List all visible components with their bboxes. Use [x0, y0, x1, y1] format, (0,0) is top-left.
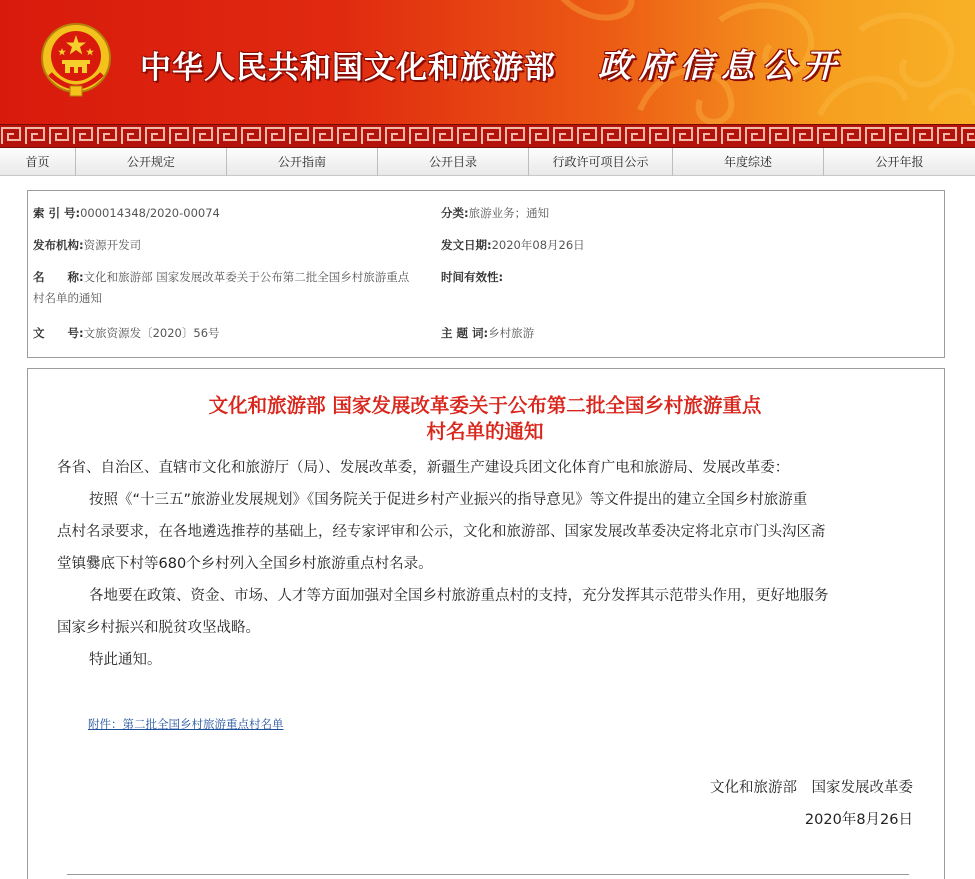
meta-category-value: 旅游业务；通知 [468, 206, 550, 220]
meta-name-value-line1: 文化和旅游部 国家发展改革委关于公布第二批全国乡村旅游重点 [83, 270, 410, 284]
meta-name-value-line2: 村名单的通知 [33, 291, 102, 305]
meta-index [33, 203, 220, 224]
meta-index-label: 索 引 号: [33, 206, 81, 220]
nav-item-regulations[interactable]: 公开规定 [76, 148, 227, 176]
meta-validity [441, 267, 503, 288]
document-title-line2: 村名单的通知 [426, 420, 544, 443]
paragraph-1-line1: 按照《“十三五”旅游业发展规划》《国务院关于促进乡村产业振兴的指导意见》等文件提出的建立全国乡村旅游重 [89, 492, 808, 508]
nav-item-licensing[interactable]: 行政许可项目公示 [529, 148, 673, 176]
meta-date-label: 发文日期: [441, 238, 492, 252]
meta-name-label: 名 称: [33, 270, 84, 284]
meta-date-value: 2020年08月26日 [491, 238, 585, 252]
meta-category-label: 分类: [441, 206, 469, 220]
paragraph-2-line1: 各地要在政策、资金、市场、人才等方面加强对全国乡村旅游重点村的支持，充分发挥其示范带头作用，更好地服务 [89, 588, 829, 604]
paragraph-1-line2: 点村名录要求，在各地遴选推荐的基础上，经专家评审和公示，文化和旅游部、国家发展改革委决定将北京市门头沟区斋 [57, 524, 826, 540]
section-title: 政府信息公开 [598, 46, 844, 85]
document-title [60, 393, 910, 445]
national-emblem-icon [40, 22, 112, 98]
fret-border [0, 124, 975, 148]
meta-index-value: 000014348/2020-00074 [80, 206, 220, 220]
nav-item-home[interactable]: 首页 [0, 148, 76, 176]
salutation: 各省、自治区、直辖市文化和旅游厅（局）、发展改革委，新疆生产建设兵团文化体育广电和旅游局、发展改革委： [57, 460, 790, 476]
meta-keywords-label: 主 题 词: [441, 326, 489, 340]
paragraph-1-line3: 堂镇爨底下村等680个乡村列入全国乡村旅游重点村名录。 [57, 556, 433, 572]
meta-category [441, 203, 549, 224]
meta-keywords [441, 323, 534, 344]
nav-item-annual-summary[interactable]: 年度综述 [673, 148, 824, 176]
paragraph-2-line2: 国家乡村振兴和脱贫攻坚战略。 [57, 620, 260, 636]
meta-docno [33, 323, 220, 344]
meta-docno-value: 文旅资源发〔2020〕56号 [83, 326, 220, 340]
site-title: 中华人民共和国文化和旅游部 [140, 50, 556, 86]
divider [67, 874, 909, 875]
meta-name [33, 267, 433, 309]
meta-issuer [33, 235, 141, 256]
closing-text: 特此通知。 [89, 652, 162, 668]
signer: 文化和旅游部 国家发展改革委 [710, 780, 913, 796]
meta-issuer-value: 资源开发司 [83, 238, 142, 252]
meta-keywords-value: 乡村旅游 [488, 326, 535, 340]
document-date: 2020年8月26日 [804, 812, 913, 828]
main-nav [0, 148, 975, 176]
attachment-link[interactable]: 附件：第二批全国乡村旅游重点村名单 [88, 717, 284, 731]
fret-pattern-icon [0, 124, 975, 148]
nav-item-catalog[interactable]: 公开目录 [378, 148, 529, 176]
meta-issuer-label: 发布机构: [33, 238, 84, 252]
meta-validity-label: 时间有效性: [441, 270, 504, 284]
header-banner [0, 0, 975, 124]
nav-item-guide[interactable]: 公开指南 [227, 148, 378, 176]
meta-date [441, 235, 585, 256]
document-title-line1: 文化和旅游部 国家发展改革委关于公布第二批全国乡村旅游重点 [208, 394, 762, 417]
nav-item-annual-report[interactable]: 公开年报 [875, 155, 924, 169]
meta-docno-label: 文 号: [33, 326, 84, 340]
